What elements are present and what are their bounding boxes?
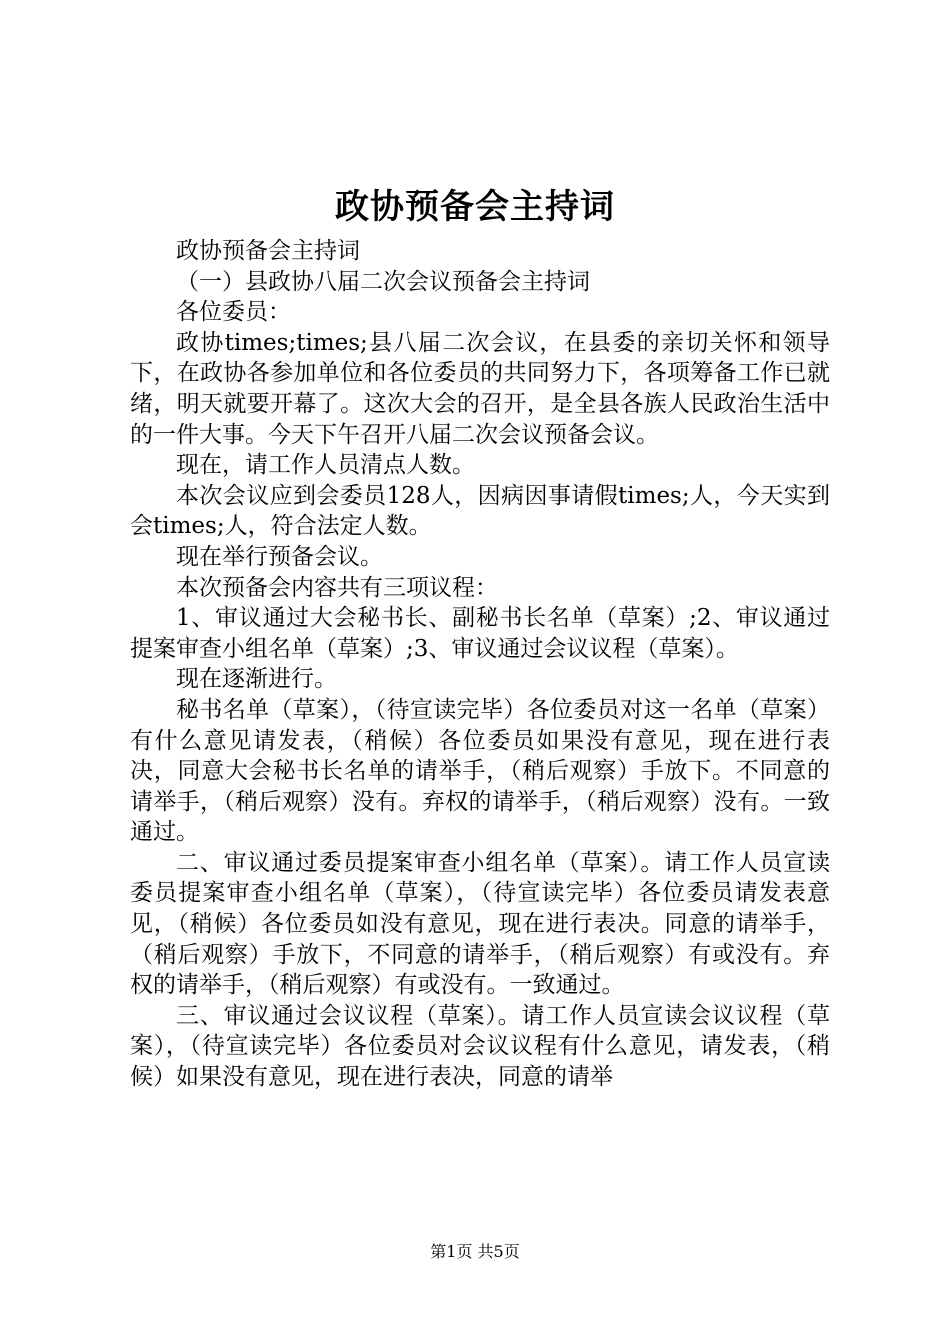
paragraph: 现在，请工作人员清点人数。 <box>176 452 475 479</box>
paragraph: 政协预备会主持词 <box>176 238 360 264</box>
paragraph: 现在逐渐进行。 <box>176 666 337 693</box>
paragraph: （一）县政协八届二次会议预备会主持词 <box>176 268 590 295</box>
paragraph: 本次预备会内容共有三项议程： <box>176 574 498 601</box>
document-title: 政协预备会主持词 <box>335 187 615 227</box>
paragraph: 政协times;times;县八届二次会议，在县委的亲切关怀和领导下，在政协各参加单位和各位委员的共同努力下，各项筹备工作已就绪，明天就要开幕了。这次大会的召开，是全县各族人民政治生活中的一件大事。今天下午召开八届二次会议预备会议。 <box>130 329 830 448</box>
paragraph: 本次会议应到会委员128人，因病因事请假times;人，今天实到会times;人，符合法定人数。 <box>130 482 830 540</box>
paragraph: 现在举行预备会议。 <box>176 543 383 570</box>
document-body <box>130 236 830 1093</box>
paragraph: 二、审议通过委员提案审查小组名单（草案）。请工作人员宣读委员提案审查小组名单（草案），（待宣读完毕）各位委员请发表意见，（稍候）各位委员如没有意见，现在进行表决。同意的请举手，（稍后观察）手放下，不同意的请举手，（稍后观察）有或没有。弃权的请举手，（稍后观察）有或没有。一致通过。 <box>130 849 830 999</box>
page-footer: 第1页 共5页 <box>430 1242 520 1261</box>
paragraph: 1、审议通过大会秘书长、副秘书长名单（草案）;2、审议通过提案审查小组名单（草案）;3、审议通过会议议程（草案）。 <box>130 605 830 662</box>
paragraph: 各位委员： <box>176 299 291 326</box>
paragraph: 三、审议通过会议议程（草案）。请工作人员宣读会议议程（草案），（待宣读完毕）各位委员对会议议程有什么意见，请发表，（稍候）如果没有意见，现在进行表决，同意的请举 <box>130 1002 830 1091</box>
paragraph: 秘书名单（草案），（待宣读完毕）各位委员对这一名单（草案）有什么意见请发表，（稍候）各位委员如果没有意见，现在进行表决，同意大会秘书长名单的请举手，（稍后观察）手放下。不同意的请举手，（稍后观察）没有。弃权的请举手，（稍后观察）没有。一致通过。 <box>130 696 830 846</box>
